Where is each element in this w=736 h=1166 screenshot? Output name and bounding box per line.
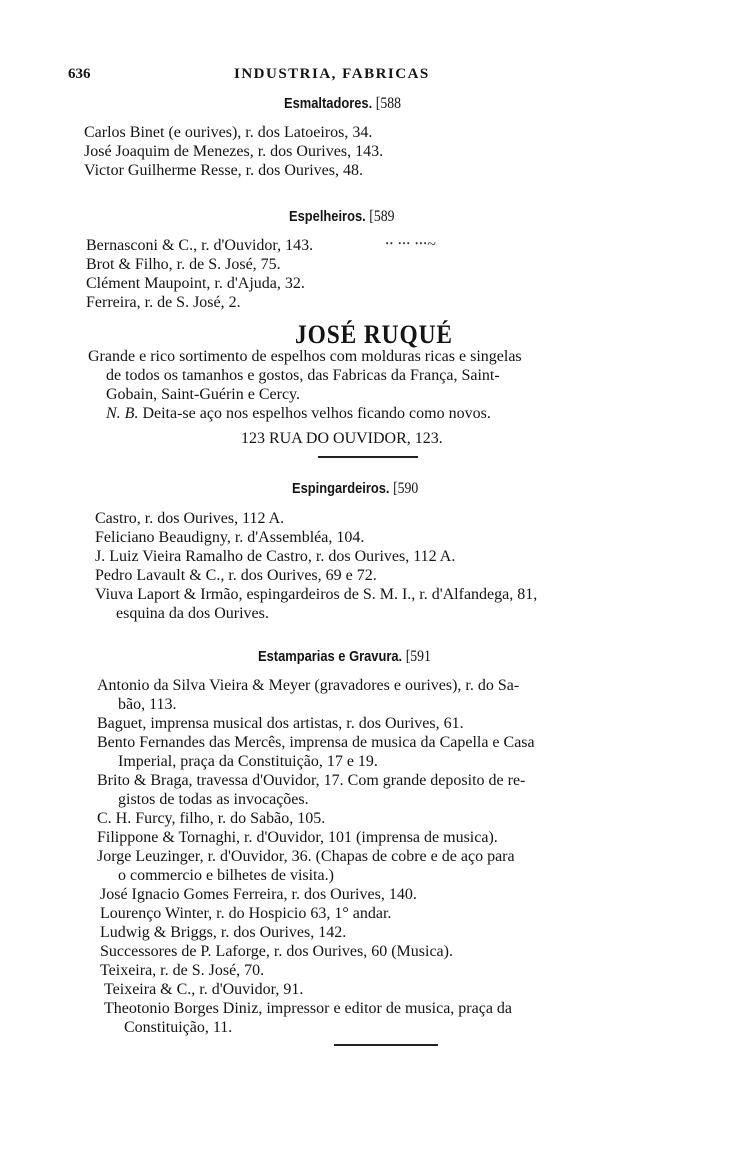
entry-line: Ludwig & Briggs, r. dos Ourives, 142. — [100, 924, 347, 941]
entry-line: Castro, r. dos Ourives, 112 A. — [95, 510, 285, 527]
entry-line: Baguet, imprensa musical dos artistas, r. dos Ourives, 61. — [97, 715, 464, 732]
entry-line: Theotonio Borges Diniz, impressor e editor de musica, praça da — [104, 1000, 513, 1017]
advert-note — [106, 405, 491, 423]
page-title: INDUSTRIA, FABRICAS — [234, 66, 430, 82]
entry-line: Jorge Leuzinger, r. d'Ouvidor, 36. (Chapas de cobre e de aço para — [97, 848, 515, 865]
page-header — [0, 66, 736, 88]
entry-line: Bernasconi & C., r. d'Ouvidor, 143. — [86, 237, 314, 254]
advert-line: de todos os tamanhos e gostos, das Fabricas da França, Saint- — [106, 367, 500, 384]
entry-line: C. H. Furcy, filho, r. do Sabão, 105. — [97, 810, 326, 827]
entry-line: Carlos Binet (e ourives), r. dos Latoeiros, 34. — [84, 124, 373, 141]
entry-line: Lourenço Winter, r. do Hospicio 63, 1° andar. — [100, 905, 392, 922]
page-number: 636 — [68, 66, 91, 82]
entry-line: Teixeira & C., r. d'Ouvidor, 91. — [104, 981, 304, 998]
ink-smudge: ⸱⸱ ⸱⸱⸱ ⸱⸱⸱~ — [385, 236, 436, 253]
entry-line: Feliciano Beaudigny, r. d'Assembléa, 104. — [95, 529, 365, 546]
entry-line: Brito & Braga, travessa d'Ouvidor, 17. Com grande deposito de re- — [97, 772, 526, 789]
entry-line: Successores de P. Laforge, r. dos Ourives, 60 (Musica). — [100, 943, 453, 960]
entry-line: Pedro Lavault & C., r. dos Ourives, 69 e 72. — [95, 567, 377, 584]
advert-address: 123 RUA DO OUVIDOR, 123. — [241, 430, 443, 447]
section-heading-estamparias: Estamparias e Gravura. [591 — [258, 648, 431, 665]
entry-line: Teixeira, r. de S. José, 70. — [100, 962, 265, 979]
entry-line: Bento Fernandes das Mercês, imprensa de musica da Capella e Casa — [97, 734, 535, 751]
entry-line: Constituição, 11. — [124, 1019, 233, 1036]
entry-line: bão, 113. — [118, 696, 177, 713]
advert-note-label: N. B. — [106, 405, 139, 422]
entry-line: Ferreira, r. de S. José, 2. — [86, 294, 241, 311]
divider — [334, 1044, 438, 1046]
section-heading-esmaltadores: Esmaltadores. [588 — [284, 95, 402, 112]
section-heading-espingardeiros: Espingardeiros. [590 — [292, 480, 419, 497]
advert-name: JOSÉ RUQUÉ — [295, 320, 453, 349]
entry-line: Antonio da Silva Vieira & Meyer (gravadores e ourives), r. do Sa- — [97, 677, 520, 694]
advert-line: Gobain, Saint-Guérin e Cercy. — [106, 386, 301, 403]
entry-line: Brot & Filho, r. de S. José, 75. — [86, 256, 281, 273]
entry-line: J. Luiz Vieira Ramalho de Castro, r. dos Ourives, 112 A. — [95, 548, 456, 565]
advert-note-text: Deita-se aço nos espelhos velhos ficando como novos. — [142, 405, 491, 422]
entry-line: Viuva Laport & Irmão, espingardeiros de S. M. I., r. d'Alfandega, 81, — [95, 586, 538, 603]
entry-line: José Ignacio Gomes Ferreira, r. dos Ourives, 140. — [100, 886, 417, 903]
entry-line: Imperial, praça da Constituição, 17 e 19. — [118, 753, 378, 770]
entry-line: Clément Maupoint, r. d'Ajuda, 32. — [86, 275, 305, 292]
entry-line: esquina da dos Ourives. — [116, 605, 269, 622]
entry-line: o commercio e bilhetes de visita.) — [118, 867, 334, 884]
entry-line: Filippone & Tornaghi, r. d'Ouvidor, 101 (imprensa de musica). — [97, 829, 498, 846]
entry-line: José Joaquim de Menezes, r. dos Ourives, 143. — [84, 143, 384, 160]
divider — [318, 456, 418, 458]
advert-line: Grande e rico sortimento de espelhos com molduras ricas e singelas — [88, 348, 522, 365]
entry-line: Victor Guilherme Resse, r. dos Ourives, 48. — [84, 162, 363, 179]
entry-line: gistos de todas as invocações. — [118, 791, 309, 808]
section-heading-espelheiros: Espelheiros. [589 — [289, 208, 395, 225]
